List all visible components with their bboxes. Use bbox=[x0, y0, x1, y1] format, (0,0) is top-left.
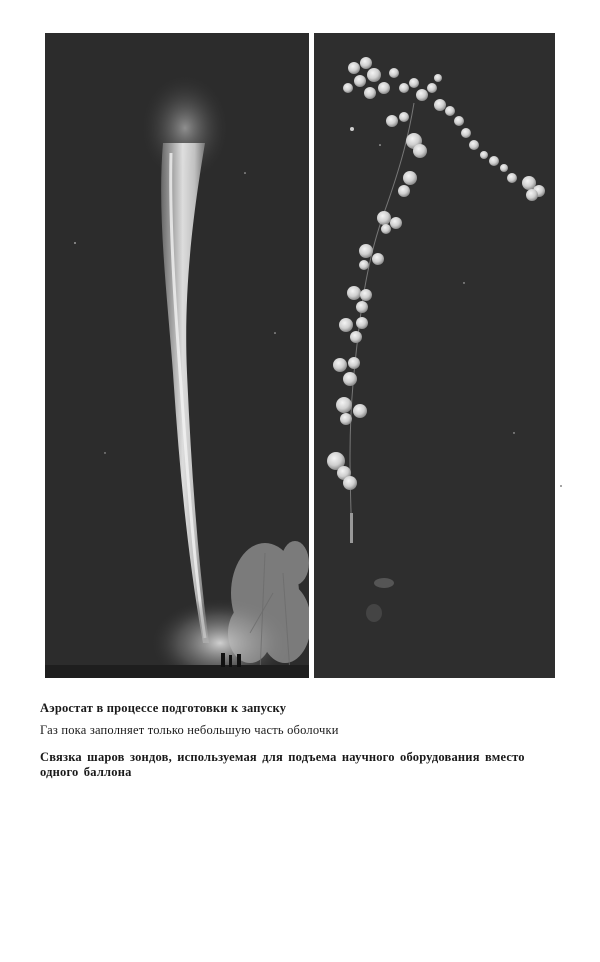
people-silhouettes bbox=[221, 653, 241, 667]
caption-balloon-launch-subtitle: Газ пока заполняет только небольшую часть оболочки bbox=[40, 723, 339, 737]
caption-balloon-cluster: Связка шаров зондов, используемая для подъема научного оборудования вместо одного баллона bbox=[40, 750, 525, 779]
balloon-cluster-illustration bbox=[314, 33, 555, 678]
balloon-launch-illustration bbox=[45, 33, 309, 678]
balloon-cluster-photo bbox=[314, 33, 555, 678]
balloon-launch-photo bbox=[45, 33, 309, 678]
print-speck bbox=[560, 485, 562, 487]
tree-silhouette bbox=[228, 541, 309, 663]
caption-balloon-launch-title: Аэростат в процессе подготовки к запуску bbox=[40, 701, 287, 715]
instrument-package bbox=[350, 513, 353, 543]
